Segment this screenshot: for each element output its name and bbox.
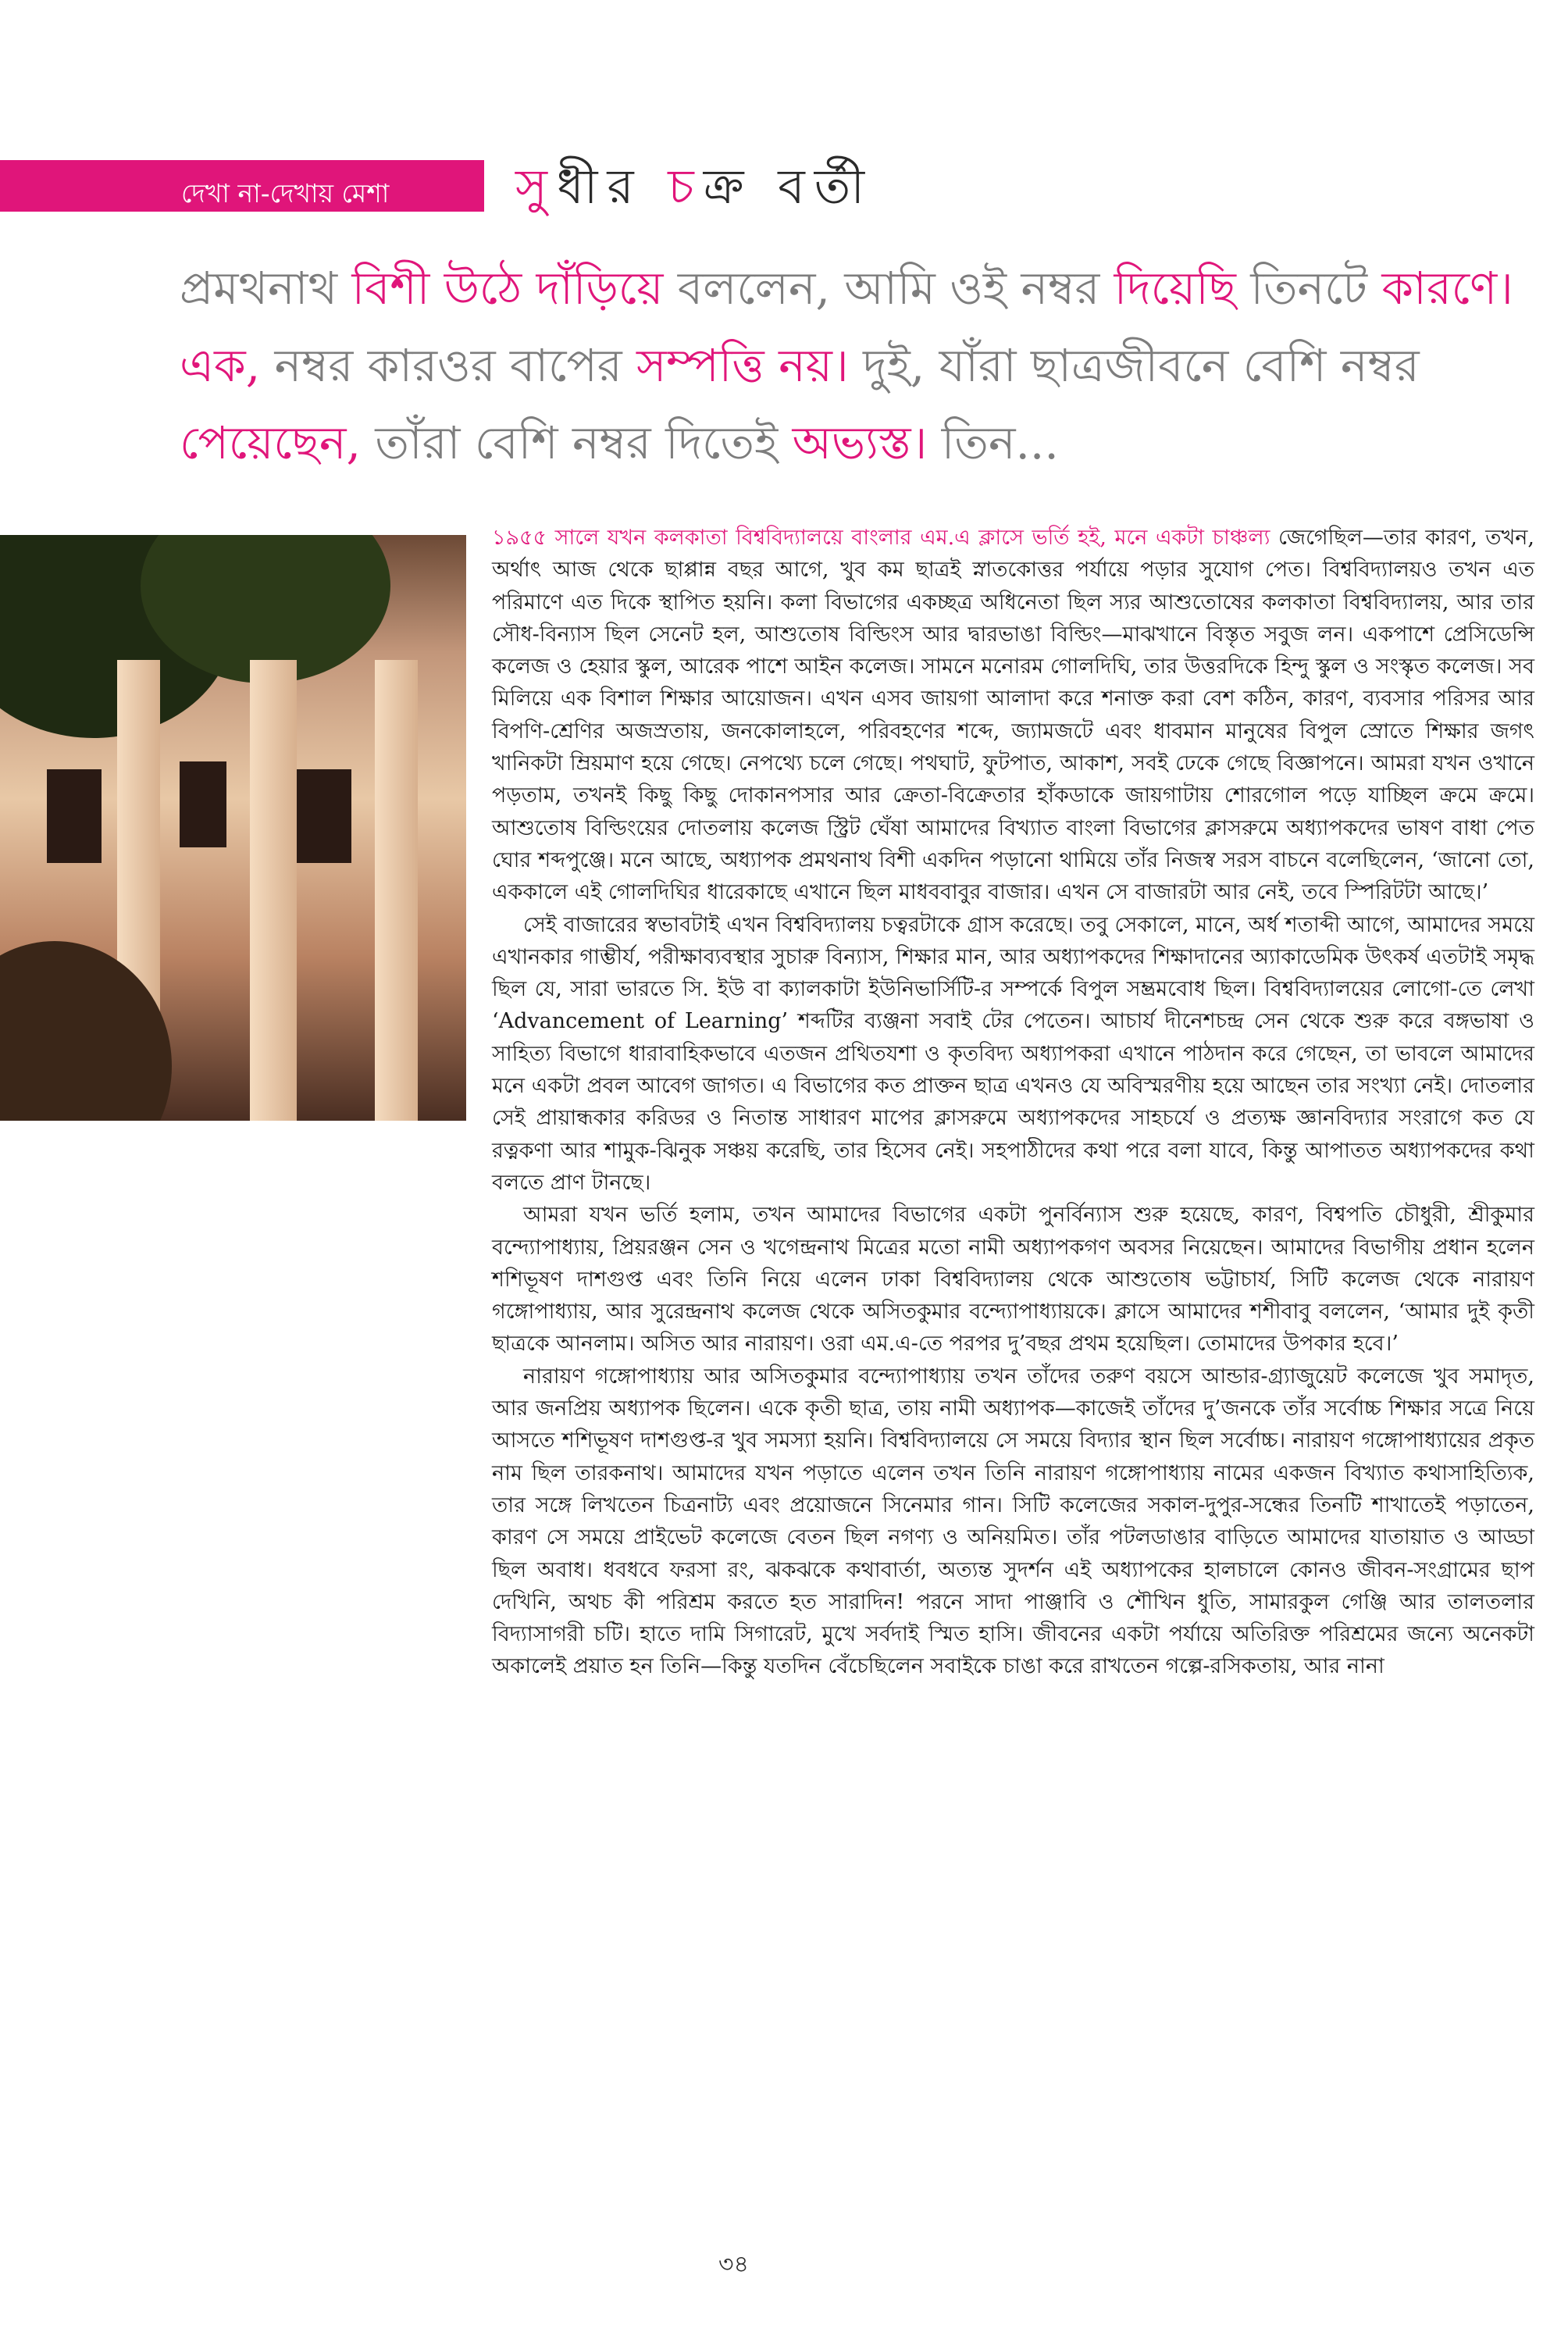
lead-text: নম্বর কারওর বাপের — [260, 339, 637, 392]
author-name — [515, 150, 874, 230]
lead-highlight: অভ্যস্ত। — [792, 416, 928, 469]
author-name-part: চ — [668, 158, 704, 215]
article-paragraph: আমরা যখন ভর্তি হলাম, তখন আমাদের বিভাগের একটা পুনর্বিন্যাস শুরু হয়েছে, কারণ, বিশ্বপতি চৌধুরী, শ্রীকুমার বন্দ্যোপাধ্যায়, প্রিয়রঞ্জন সেন ও খগেন্দ্রনাথ মিত্রের মতো নামী অধ্যাপকগণ অবসর নিয়েছেন। আমাদের বিভাগীয় প্রধান হলেন শশিভূষণ দাশগুপ্ত এবং তিনি নিয়ে এলেন ঢাকা বিশ্ববিদ্যালয় থেকে আশুতোষ ভট্টাচার্য, সিটি কলেজ থেকে নারায়ণ গঙ্গোপাধ্যায়, আর সুরেন্দ্রনাথ কলেজ থেকে অসিতকুমার বন্দ্যোপাধ্যায়কে। ক্লাসে আমাদের শশীবাবু বললেন, ‘আমার দুই কৃতী ছাত্রকে আনলাম। অসিত আর নারায়ণ। ওরা এম.এ-তে পরপর দু’বছর প্রথম হয়েছিল। তোমাদের উপকার হবে।’ — [492, 1203, 1534, 1357]
lead-text: দুই, যাঁরা ছাত্রজীবনে বেশি নম্বর — [848, 339, 1420, 392]
page-number: ৩৪ — [718, 2251, 749, 2278]
article-paragraph — [492, 522, 1534, 909]
lead-highlight: কারণে। এক, — [180, 262, 1513, 392]
article-body — [492, 522, 1534, 1683]
author-name-part: ধীর — [556, 158, 668, 215]
lead-highlight: সম্পত্তি নয়। — [636, 339, 849, 392]
lead-highlight: পেয়েছেন, — [180, 416, 361, 469]
article-paragraph: সেই বাজারের স্বভাবটাই এখন বিশ্ববিদ্যালয় চত্বরটাকে গ্রাস করেছে। তবু সেকালে, মানে, অর্ধ শতাব্দী আগে, আমাদের সময়ে এখানকার গাম্ভীর্য, পরীক্ষাব্যবস্থার সুচারু বিন্যাস, শিক্ষার মান, আর অধ্যাপকদের শিক্ষাদানের অ্যাকাডেমিক উৎকর্ষ এতটাই সমৃদ্ধ ছিল যে, সারা ভারতে সি. ইউ বা ক্যালকাটা ইউনিভার্সিটি-র সম্পর্কে বিপুল সম্ভ্রমবোধ ছিল। বিশ্ববিদ্যালয়ের লোগো-তে লেখা ‘Advancement of Learning’ শব্দটির ব্যঞ্জনা সবাই টের পেতেন। আচার্য দীনেশচন্দ্র সেন থেকে শুরু করে বঙ্গভাষা ও সাহিত্য বিভাগে ধারাবাহিকভাবে এতজন প্রথিতযশা ও কৃতবিদ্য অধ্যাপকরা এখানে পাঠদান করে গেছেন, তা ভাবলে আমাদের মনে একটা প্রবল আবেগ জাগত। এ বিভাগের কত প্রাক্তন ছাত্র এখনও যে অবিস্মরণীয় হয়ে আছেন তার সংখ্যা নেই। দোতলার সেই প্রায়ান্ধকার করিডর ও নিতান্ত সাধারণ মাপের ক্লাসরুমে অধ্যাপকদের সাহচর্যে ও প্রত্যক্ষ জ্ঞানবিদ্যার সংরাগে কত যে রত্নকণা আর শামুক-ঝিনুক সঞ্চয় করেছি, তার হিসেব নেই। সহপাঠীদের কথা পরে বলা যাবে, কিন্তু আপাতত অধ্যাপকদের কথা বলতে প্রাণ টানছে। — [492, 912, 1534, 1195]
lead-text: প্রমথনাথ — [180, 262, 352, 315]
lead-text: তিন... — [927, 416, 1059, 469]
article-paragraph: নারায়ণ গঙ্গোপাধ্যায় আর অসিতকুমার বন্দ্যোপাধ্যায় তখন তাঁদের তরুণ বয়সে আন্ডার-গ্র্যাজুয়েট কলেজে খুব সমাদৃত, আর জনপ্রিয় অধ্যাপক ছিলেন। একে কৃতী ছাত্র, তায় নামী অধ্যাপক—কাজেই তাঁদের দু’জনকে তাঁর সর্বোচ্চ শিক্ষার সত্রে নিয়ে আসতে শশিভূষণ দাশগুপ্ত-র খুব সমস্যা হয়নি। বিশ্ববিদ্যালয়ে সে সময়ে বিদ্যার স্থান ছিল সর্বোচ্চ। নারায়ণ গঙ্গোপাধ্যায়ের প্রকৃত নাম ছিল তারকনাথ। আমাদের যখন পড়াতে এলেন তখন তিনি নারায়ণ গঙ্গোপাধ্যায় নামের একজন বিখ্যাত কথাসাহিত্যিক, তার সঙ্গে লিখতেন চিত্রনাট্য এবং প্রয়োজনে সিনেমার গান। সিটি কলেজের সকাল-দুপুর-সন্ধের তিনটি শাখাতেই পড়াতেন, কারণ সে সময়ে প্রাইভেট কলেজে বেতন ছিল নগণ্য ও অনিয়মিত। তাঁর পটলডাঙার বাড়িতে আমাদের যাতায়াত ও আড্ডা ছিল অবাধ। ধবধবে ফরসা রং, ঝকঝকে কথাবার্তা, অত্যন্ত সুদর্শন এই অধ্যাপকের হালচালে কোনও জীবন-সংগ্রামের ছাপ দেখিনি, অথচ কী পরিশ্রম করতে হত সারাদিন! পরনে সাদা পাঞ্জাবি ও শৌখিন ধুতি, সামারকুল গেঞ্জি আর তালতলার বিদ্যাসাগরী চটি। হাতে দামি সিগারেট, মুখে সর্বদাই স্মিত হাসি। জীবনের একটা পর্যায়ে অতিরিক্ত পরিশ্রমের জন্যে অনেকটা অকালেই প্রয়াত হন তিনি—কিন্তু যতদিন বেঁচেছিলেন সবাইকে চাঙা করে রাখতেন গল্পে-রসিকতায়, আর নানা — [492, 1364, 1534, 1679]
paragraph-text: জেগেছিল—তার কারণ, তখন, অর্থাৎ আজ থেকে ছাপ্পান্ন বছর আগে, খুব কম ছাত্রই স্নাতকোত্তর পর্যায়ে পড়ার সুযোগ পেত। বিশ্ববিদ্যালয়ও তখন এত পরিমাণে এত দিকে স্থাপিত হয়নি। কলা বিভাগের একচ্ছত্র অধিনেতা ছিল স্যর আশুতোষের কলকাতা বিশ্ববিদ্যালয়, আর তার সৌধ-বিন্যাস ছিল সেনেট হল, আশুতোষ বিল্ডিংস আর দ্বারভাঙা বিল্ডিং—মাঝখানে বিস্তৃত সবুজ লন। একপাশে প্রেসিডেন্সি কলেজ ও হেয়ার স্কুল, আরেক পাশে আইন কলেজ। সামনে মনোরম গোলদিঘি, তার উত্তরদিকে হিন্দু স্কুল ও সংস্কৃত কলেজ। সব মিলিয়ে এক বিশাল শিক্ষার আয়োজন। এখন এসব জায়গা আলাদা করে শনাক্ত করা বেশ কঠিন, কারণ, ব্যবসার পরিসর আর বিপণি-শ্রেণির অজস্রতায়, জনকোলাহলে, পরিবহণের শব্দে, জ্যামজটে এবং ধাবমান মানুষের বিপুল স্রোতে শিক্ষার জগৎ খানিকটা ম্রিয়মাণ হয়ে গেছে। নেপথ্যে চলে গেছে। পথঘাট, ফুটপাত, আকাশ, সবই ঢেকে গেছে বিজ্ঞাপনে। আমরা যখন ওখানে পড়তাম, তখনই কিছু কিছু দোকানপসার আর ক্রেতা-বিক্রেতার হাঁকডাকে জায়গাটায় শোরগোল পড়ে যাচ্ছিল ক্রমে ক্রমে। আশুতোষ বিল্ডিংয়ের দোতলায় কলেজ স্ট্রিট ঘেঁষা আমাদের বিখ্যাত বাংলা বিভাগের ক্লাসরুমে অধ্যাপকদের ভাষণ বাধা পেত ঘোর শব্দপুঞ্জে। মনে আছে, অধ্যাপক প্রমথনাথ বিশী একদিন পড়ানো থামিয়ে তাঁর নিজস্ব সরস বাচনে বলেছিলেন, ‘জানো তো, এককালে এই গোলদিঘির ধারেকাছে এখানে ছিল মাধববাবুর বাজার। এখন সে বাজারটা আর নেই, তবে স্পিরিটটা আছে।’ — [492, 526, 1534, 905]
lead-text: বললেন, আমি ওই নম্বর — [663, 262, 1114, 315]
author-name-part: ক্র বর্তী — [703, 158, 875, 215]
lead-highlight: দিয়েছি — [1114, 262, 1236, 315]
building-photo — [0, 535, 466, 1121]
opening-line: ১৯৫৫ সালে যখন কলকাতা বিশ্ববিদ্যালয়ে বাংলার এম.এ ক্লাসে ভর্তি হই, মনে একটা চাঞ্চল্য — [492, 526, 1270, 550]
lead-highlight: বিশী উঠে দাঁড়িয়ে — [351, 262, 664, 315]
section-label: দেখা না-দেখায় মেশা — [181, 178, 390, 209]
lead-text: তিনটে — [1235, 262, 1382, 315]
lead-quote — [180, 250, 1538, 482]
lead-text: তাঁরা বেশি নম্বর দিতেই — [360, 416, 793, 469]
author-name-part: সু — [515, 158, 557, 215]
